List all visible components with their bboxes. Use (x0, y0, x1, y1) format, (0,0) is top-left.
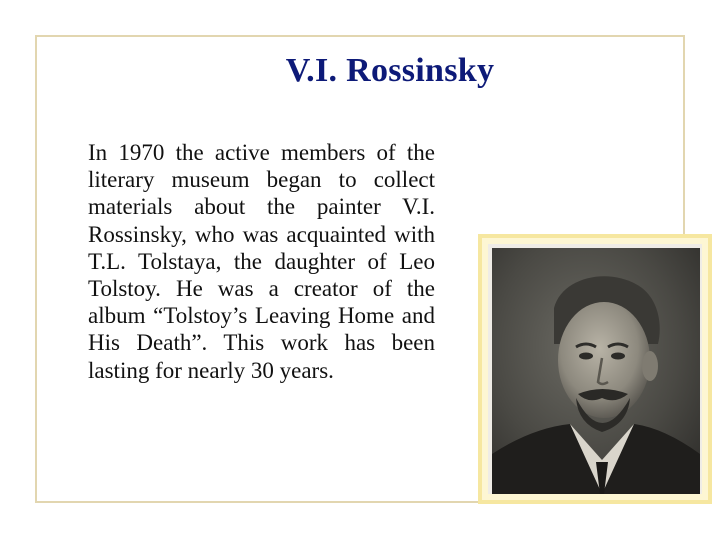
ear-shape (642, 351, 658, 381)
left-eye (579, 353, 593, 360)
portrait-photo-frame (478, 234, 712, 504)
photo-mat (488, 244, 702, 494)
face-shape (558, 302, 650, 418)
slide-title: V.I. Rossinsky (285, 52, 495, 89)
slide-body-text: In 1970 the active members of the literary museum began to collect materials about the painter V.I. Rossinsky, who was acquainted with T.L. Tolstaya, the daughter of Leo Tolstoy. He was a creator of the album “Tolstoy’s Leaving Home and His Death”. This work has been lasting for nearly 30 years. (88, 140, 435, 383)
portrait-photo-icon (492, 248, 700, 494)
right-eye (611, 353, 625, 360)
